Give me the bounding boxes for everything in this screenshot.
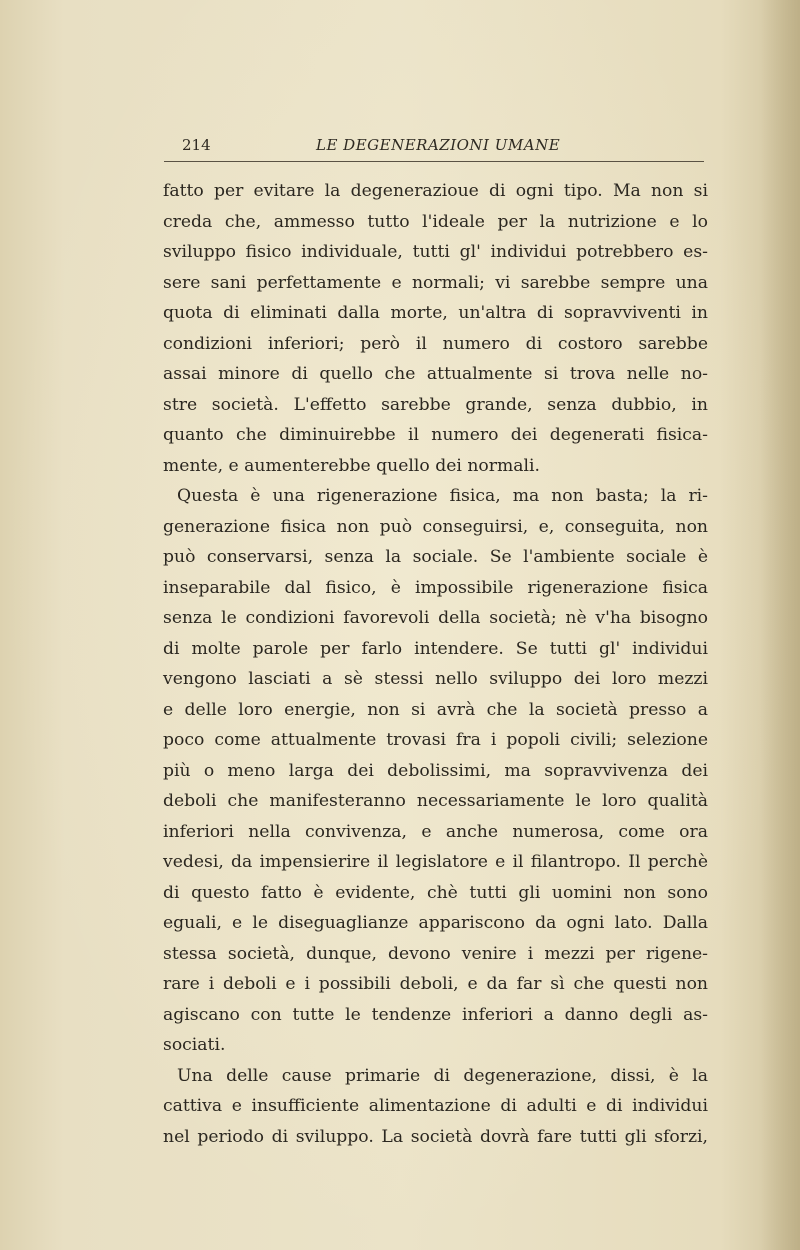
running-title: LE DEGENERAZIONI UMANE: [316, 136, 561, 154]
header-rule: [164, 161, 704, 162]
text-line: vedesi, da impensierire il legislatore e il filantropo. Il perchè: [163, 852, 708, 872]
text-line: stre società. L'effetto sarebbe grande, senza dubbio, in: [163, 394, 708, 415]
text-line: quanto che diminuirebbe il numero dei degenerati fisica-: [163, 425, 708, 445]
text-line: poco come attualmente trovasi fra i popoli civili; selezione: [163, 730, 708, 750]
page-header: [164, 136, 704, 158]
text-line: nel periodo di sviluppo. La società dovrà fare tutti gli sforzi,: [163, 1126, 708, 1147]
text-line: inferiori nella convivenza, e anche numerosa, come ora: [163, 821, 708, 842]
text-line: stessa società, dunque, devono venire i mezzi per rigene-: [163, 943, 708, 964]
text-line: e delle loro energie, non si avrà che la società presso a: [163, 699, 708, 720]
page-number: 214: [182, 136, 211, 154]
text-line: generazione fisica non può conseguirsi, e, conseguita, non: [163, 516, 708, 537]
text-line: condizioni inferiori; però il numero di costoro sarebbe: [163, 333, 708, 354]
text-line: creda che, ammesso tutto l'ideale per la nutrizione e lo: [163, 211, 708, 232]
text-line: sociati.: [163, 1035, 226, 1055]
text-line: quota di eliminati dalla morte, un'altra di sopravviventi in: [163, 303, 708, 323]
text-line: può conservarsi, senza la sociale. Se l'ambiente sociale è: [163, 547, 708, 567]
text-line: eguali, e le diseguaglianze appariscono da ogni lato. Dalla: [163, 913, 708, 933]
text-line: mente, e aumenterebbe quello dei normali.: [163, 455, 540, 476]
text-line: agiscano con tutte le tendenze inferiori a danno degli as-: [163, 1004, 708, 1025]
text-line: senza le condizioni favorevoli della società; nè v'ha bisogno: [163, 608, 708, 628]
text-line: di questo fatto è evidente, chè tutti gli uomini non sono: [163, 882, 708, 903]
paragraph-start-line: Una delle cause primarie di degenerazione, dissi, è la: [177, 1065, 708, 1086]
text-line: inseparabile dal fisico, è impossibile rigenerazione fisica: [163, 577, 708, 598]
text-line: deboli che manifesteranno necessariamente le loro qualità: [163, 791, 708, 811]
text-line: rare i deboli e i possibili deboli, e da far sì che questi non: [163, 974, 708, 994]
body-text: [163, 176, 708, 1152]
paragraph-start-line: Questa è una rigenerazione fisica, ma non basta; la ri-: [177, 486, 708, 506]
text-line: di molte parole per farlo intendere. Se tutti gl' individui: [163, 638, 708, 659]
text-line: fatto per evitare la degenerazioue di ogni tipo. Ma non si: [163, 181, 708, 201]
page-edge-shadow: [760, 0, 800, 1250]
text-line: assai minore di quello che attualmente si trova nelle no-: [163, 364, 708, 384]
text-line: sviluppo fisico individuale, tutti gl' individui potrebbero es-: [163, 242, 708, 262]
text-line: cattiva e insufficiente alimentazione di adulti e di individui: [163, 1096, 708, 1116]
text-line: vengono lasciati a sè stessi nello sviluppo dei loro mezzi: [163, 669, 708, 689]
text-line: più o meno larga dei debolissimi, ma sopravvivenza dei: [163, 760, 708, 781]
text-line: sere sani perfettamente e normali; vi sarebbe sempre una: [163, 272, 708, 293]
